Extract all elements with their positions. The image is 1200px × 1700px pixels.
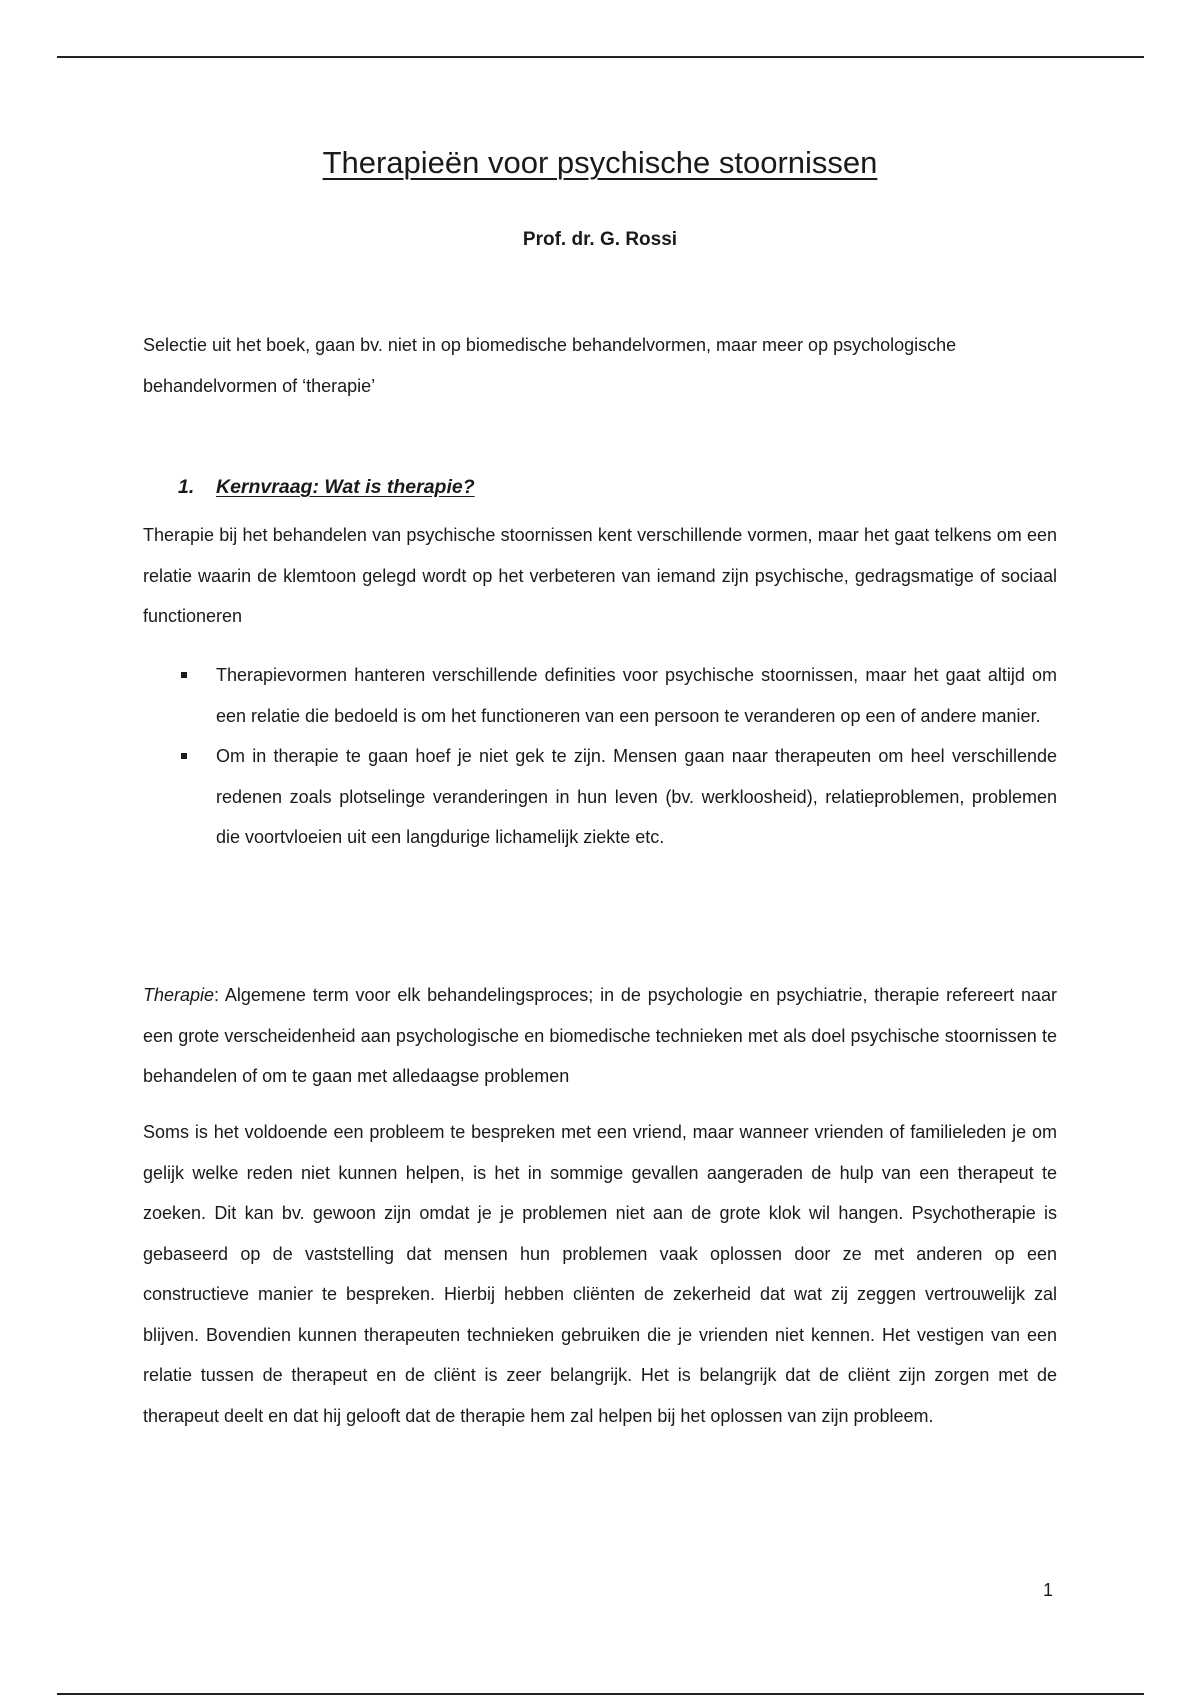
bottom-rule — [57, 1693, 1144, 1695]
bullet-item — [143, 655, 1057, 736]
definition-term: Therapie — [143, 985, 215, 1005]
author-line: Prof. dr. G. Rossi — [522, 229, 678, 250]
section-heading — [178, 472, 475, 502]
section-heading-text: Kernvraag: Wat is therapie? — [216, 476, 475, 498]
section-paragraph: Therapie bij het behandelen van psychische stoornissen kent verschillende vormen, maar het gaat telkens om een relatie waarin de klemtoon gelegd wordt op het verbeteren van iemand zijn psychische, gedragsmatige of sociaal functioneren — [143, 525, 1057, 626]
section-number: 1. — [178, 476, 195, 498]
definition-paragraph — [143, 975, 1057, 1097]
bullet-list — [143, 655, 1057, 858]
bullet-text: Therapievormen hanteren verschillende definities voor psychische stoornissen, maar het gaat altijd om een relatie die bedoeld is om het functioneren van een persoon te veranderen op een of andere manier. — [216, 665, 1057, 726]
bullet-item — [143, 736, 1057, 858]
page-number: 1 — [1043, 1580, 1054, 1600]
bullet-square-icon — [181, 672, 187, 678]
top-rule — [57, 56, 1144, 58]
body-paragraph: Soms is het voldoende een probleem te bespreken met een vriend, maar wanneer vrienden of familieleden je om gelijk welke reden niet kunnen helpen, is het in sommige gevallen aangeraden de hulp van een therapeut te zoeken. Dit kan bv. gewoon zijn omdat je je problemen niet aan de grote klok wil hangen. Psychotherapie is gebaseerd op de vaststelling dat mensen hun problemen vaak oplossen door ze met anderen op een constructieve manier te bespreken. Hierbij hebben cliënten de zekerheid dat wat zij zeggen vertrouwelijk zal blijven. Bovendien kunnen therapeuten technieken gebruiken die je vrienden niet kennen. Het vestigen van een relatie tussen de therapeut en de cliënt is zeer belangrijk. Het is belangrijk dat de cliënt zijn zorgen met de therapeut deelt en dat hij gelooft dat de therapie hem zal helpen bij het oplossen van zijn probleem. — [143, 1122, 1057, 1426]
bullet-text: Om in therapie te gaan hoef je niet gek te zijn. Mensen gaan naar therapeuten om heel verschillende redenen zoals plotselinge veranderingen in hun leven (bv. werkloosheid), relatieproblemen, problemen die voortvloeien uit een langdurige lichamelijk ziekte etc. — [216, 746, 1057, 847]
document-title: Therapieën voor psychische stoornissen — [322, 145, 878, 180]
bullet-square-icon — [181, 753, 187, 759]
intro-paragraph: Selectie uit het boek, gaan bv. niet in op biomedische behandelvormen, maar meer op psychologische behandelvormen of ‘therapie’ — [143, 335, 957, 396]
definition-text: : Algemene term voor elk behandelingsproces; in de psychologie en psychiatrie, therapie refereert naar een grote verscheidenheid aan psychologische en biomedische technieken met als doel psychische stoornissen te behandelen of om te gaan met alledaagse problemen — [143, 985, 1057, 1086]
